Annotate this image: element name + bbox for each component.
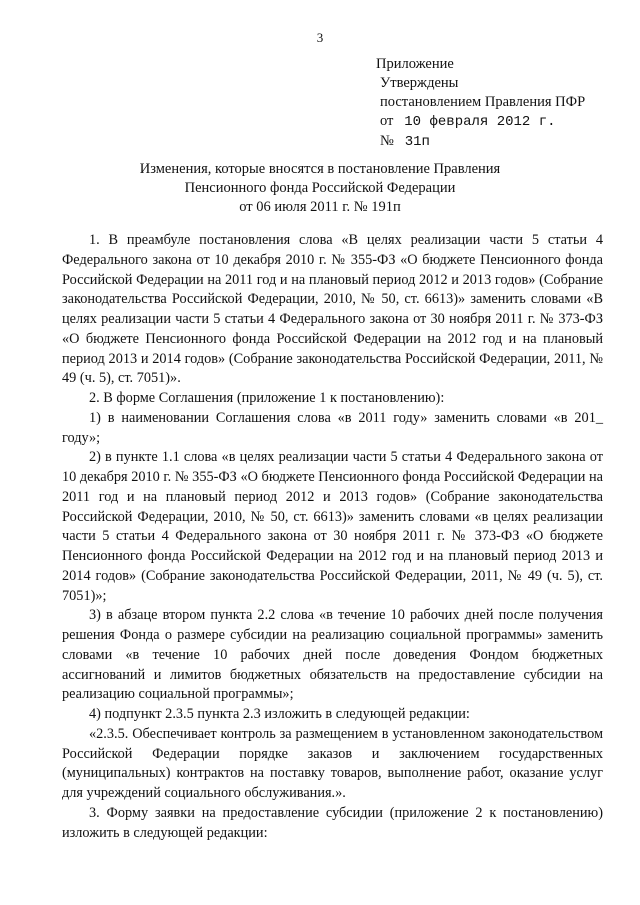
title-line-2: Пенсионного фонда Российской Федерации (184, 180, 456, 196)
approval-date-line (376, 112, 585, 132)
approval-date-value: 10 февраля 2012 г. (404, 114, 556, 130)
title-line-1: Изменения, которые вносятся в постановление Правления (139, 161, 501, 177)
approval-block (376, 55, 585, 152)
approval-appendix-label: Приложение (376, 56, 454, 72)
approval-number-prefix: № (380, 133, 394, 149)
paragraph-2-item-4: 4) подпункт 2.3.5 пункта 2.3 изложить в следующей редакции: (89, 706, 470, 722)
page-number: 3 (316, 30, 324, 45)
paragraph-2-item-3: 3) в абзаце втором пункта 2.2 слова «в течение 10 рабочих дней после получения решения Фонда о размере субсидии на реализацию социальной программы» заменить словами «в течение 10 рабочих дней после доведения Фондом бюджетных ассигнований и лимитов бюджетных обязательств на предоставление субсидии на реализацию социальной программы»; (62, 607, 603, 703)
paragraph-2-item-1: 1) в наименовании Соглашения слова «в 2011 году» заменить словами «в 201_ году»; (62, 409, 603, 446)
title-line-3: от 06 июля 2011 г. № 191п (239, 199, 401, 215)
paragraph-2-item-2: 2) в пункте 1.1 слова «в целях реализации части 5 статьи 4 Федерального закона от 10 декабря 2010 г. № 355-ФЗ «О бюджете Пенсионного фонда Российской Федерации на 2011 год и на плановый период 2012 и 2013 годов» (Собрание законодательства Российской Федерации, 2010, № 50, ст. 6613)» заменить словами «в целях реализации части 5 статьи 4 Федерального закона от 30 ноября 2011 г. № 373-ФЗ «О бюджете Пенсионного фонда Российской Федерации на 2012 год и на плановый период 2013 и 2014 годов» (Собрание законодательства Российской Федерации, 2011, № 49 (ч. 5), ст. 7051)»; (62, 449, 603, 604)
paragraph-1: 1. В преамбуле постановления слова «В целях реализации части 5 статьи 4 Федерального закона от 10 декабря 2010 г. № 355-ФЗ «О бюджете Пенсионного фонда Российской Федерации на 2011 год и на плановый период 2012 и 2013 годов» (Собрание законодательства Российской Федерации, 2010, № 50, ст. 6613)» заменить словами «В целях реализации части 5 статьи 4 Федерального закона от 30 ноября 2011 г. № 373-ФЗ «О бюджете Пенсионного фонда Российской Федерации на 2012 год и на плановый период 2013 и 2014 годов» (Собрание законодательства Российской Федерации, 2011, № 49 (ч. 5), ст. 7051)». (62, 232, 603, 387)
approval-number-value: 31п (404, 134, 430, 150)
paragraph-3: 3. Форму заявки на предоставление субсидии (приложение 2 к постановлению) изложить в следующей редакции: (62, 804, 603, 841)
approval-number-line (376, 132, 585, 152)
paragraph-quote-2-3-5: «2.3.5. Обеспечивает контроль за размещением в установленном законодательством Российской Федерации порядке заказов и заключением государственных (муниципальных) контрактов на поставку товаров, выполнение работ, оказание услуг для учреждений социального обслуживания.». (62, 725, 603, 801)
document-body (62, 231, 603, 843)
document-title (0, 160, 640, 217)
paragraph-2: 2. В форме Соглашения (приложение 1 к постановлению): (89, 390, 445, 406)
approval-approved-label: Утверждены (380, 75, 459, 91)
approval-date-prefix: от (380, 113, 394, 129)
approval-resolution-label: постановлением Правления ПФР (380, 94, 586, 110)
